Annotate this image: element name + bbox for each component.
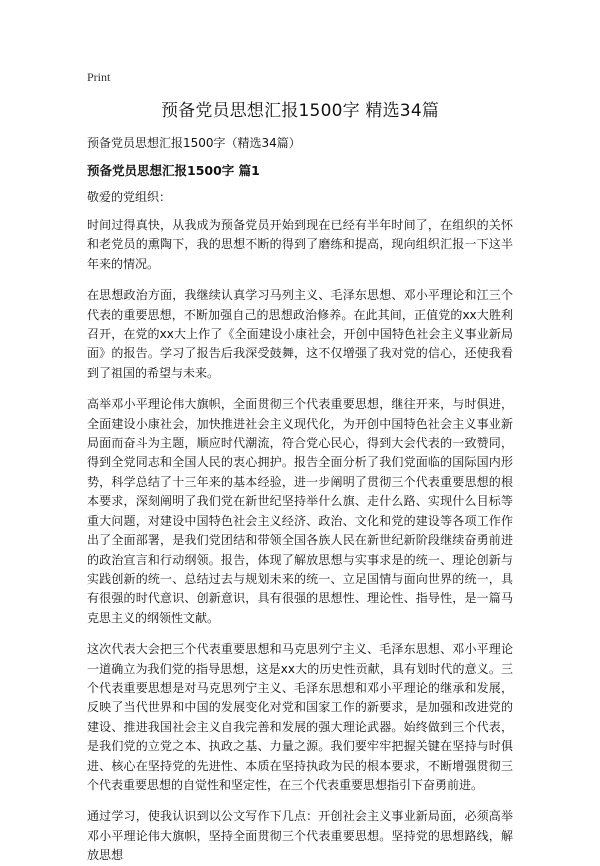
section-heading: 预备党员思想汇报1500字 篇1 — [87, 163, 260, 178]
salutation: 敬爱的党组织： — [87, 190, 172, 204]
body-paragraph: 通过学习，使我认识到以公文写作下几点：开创社会主义事业新局面，必须高举邓小平理论伟大旗帜，坚持全面贯彻三个代表重要思想。坚持党的思想路线，解放思想 — [87, 809, 513, 863]
document-title: 预备党员思想汇报1500字 精选34篇 — [160, 101, 440, 121]
print-label[interactable]: Print — [87, 70, 111, 84]
body-paragraph: 这次代表大会把三个代表重要思想和马克思列宁主义、毛泽东思想、邓小平理论一道确立为我们党的指导思想，这是xx大的历史性贡献，具有划时代的意义。三个代表重要思想是对马克思列宁主义、毛泽东思想和邓小平理论的继承和发展，反映了当代世界和中国的发展变化对党和国家工作的新要求，是加强和改进党的建设、推进我国社会主义自我完善和发展的强大理论武器。始终做到三个代表，是我们党的立党之本、执政之基、力量之源。我们要牢牢把握关键在坚持与时俱进、核心在坚持党的先进性、本质在坚持执政为民的根本要求，不断增强贯彻三个代表重要思想的自觉性和坚定性，在三个代表重要思想指引下奋勇前进。 — [87, 642, 513, 792]
document-subtitle: 预备党员思想汇报1500字（精选34篇） — [87, 136, 301, 150]
body-paragraph: 在思想政治方面，我继续认真学习马列主义、毛泽东思想、邓小平理论和江三个代表的重要思想，不断加强自己的思想政治修养。在此其间，正值党的xx大胜利召开，在党的xx大上作了《全面建设小康社会，开创中国特色社会主义事业新局面》的报告。学习了报告后我深受鼓舞，这不仅增强了我对党的信心，还使我看到了祖国的希望与未来。 — [87, 288, 513, 380]
body-paragraph: 高举邓小平理论伟大旗帜，全面贯彻三个代表重要思想，继往开来，与时俱进，全面建设小康社会，加快推进社会主义现代化，为开创中国特色社会主义事业新局面而奋斗为主题，顺应时代潮流，符合党心民心，得到大会代表的一致赞同，得到全党同志和全国人民的衷心拥护。报告全面分析了我们党面临的国际国内形势，科学总结了十三年来的基本经验，进一步阐明了贯彻三个代表重要思想的根本要求，深刻阐明了我们党在新世纪坚持举什么旗、走什么路、实现什么目标等重大问题，对建设中国特色社会主义经济、政治、文化和党的建设等各项工作作出了全面部署，是我们党团结和带领全国各族人民在新世纪新阶段继续奋勇前进的政治宣言和行动纲领。报告，体现了解放思想与实事求是的统一、理论创新与实践创新的统一、总结过去与规划未来的统一、立足国情与面向世界的统一，具有很强的时代意识、创新意识，具有很强的思想性、理论性、指导性，是一篇马克思主义的纲领性文献。 — [87, 397, 513, 625]
body-paragraph: 时间过得真快，从我成为预备党员开始到现在已经有半年时间了，在组织的关怀和老党员的熏陶下，我的思想不断的得到了磨练和提高，现向组织汇报一下这半年来的情况。 — [87, 218, 513, 271]
